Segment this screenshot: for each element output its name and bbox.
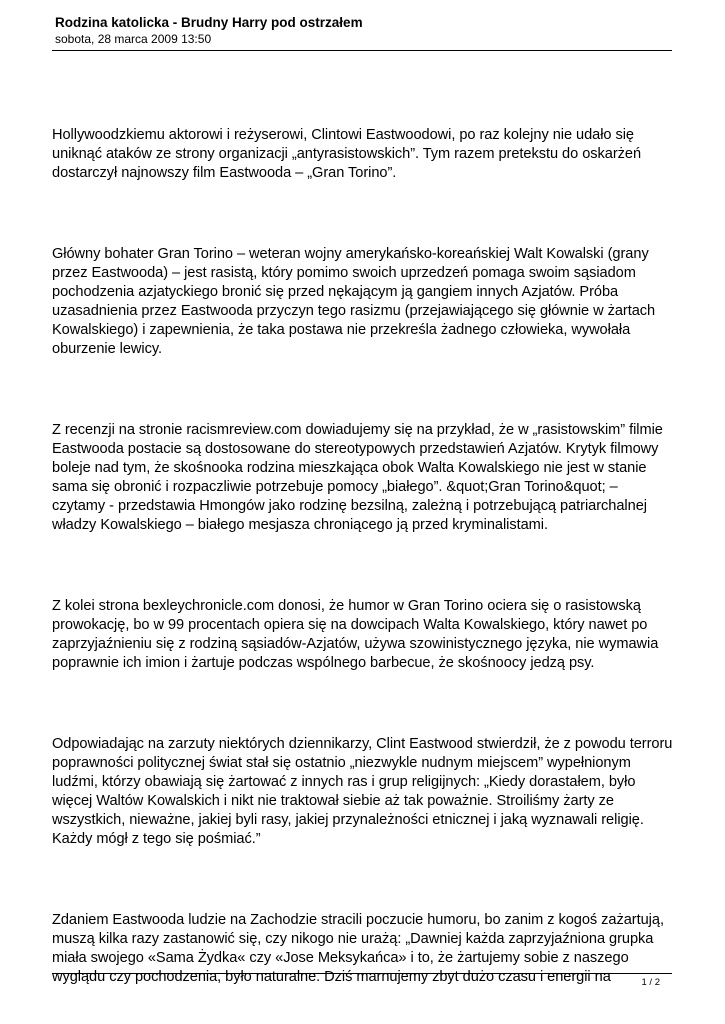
article-paragraph-1: Hollywoodzkiemu aktorowi i reżyserowi, Clintowi Eastwoodowi, po raz kolejny nie udało się uniknąć ataków ze strony organizacji „antyrasistowskich”. Tym razem pretekstu do oskarżeń dostarczył najnowszy film Eastwooda – „Gran Torino”. [52, 127, 642, 181]
page-title: Rodzina katolicka - Brudny Harry pod ostrzałem [55, 15, 363, 30]
publication-date: sobota, 28 marca 2009 13:50 [55, 32, 212, 46]
page-header [55, 15, 670, 47]
header-divider [52, 50, 672, 51]
article-paragraph-5: Odpowiadając na zarzuty niektórych dziennikarzy, Clint Eastwood stwierdził, że z powodu terroru poprawności politycznej świat stał się ostatnio „niezwykle nudnym miejscem” wypełnionym ludźmi, którzy obawiają się żartować z innych ras i grup religijnych: „Kiedy dorastałem, było więcej Waltów Kowalskich i nikt nie traktował siebie aż tak poważnie. Stroiliśmy żarty ze wszystkich, nieważne, jakiej byli rasy, jakiej przynależności etnicznej i jaką wyznawali religię. Każdy mógł z tego się pośmiać.” [52, 736, 673, 847]
article-paragraph-4: Z kolei strona bexleychronicle.com donosi, że humor w Gran Torino ociera się o rasistowską prowokację, bo w 99 procentach opiera się na dowcipach Walta Kowalskiego, który nawet po zaprzyjaźnieniu się z rodziną sąsiadów-Azjatów, używa szowinistycznego języka, nie wymawia poprawnie ich imion i żartuje podczas wspólnego barbecue, że skośnoocy jedzą psy. [52, 598, 659, 671]
footer-divider [52, 973, 672, 974]
article-paragraph-2: Główny bohater Gran Torino – weteran wojny amerykańsko-koreańskiej Walt Kowalski (grany przez Eastwooda) – jest rasistą, który pomimo swoich uprzedzeń pomaga swoim sąsiadom pochodzenia azjatyckiego bronić się przed nękającym ją gangiem innych Azjatów. Próba uzasadnienia przez Eastwooda przyczyn tego rasizmu (przejawiającego się głównie w żartach Kowalskiego) i zapewnienia, że taka postawa nie przekreśla żadnego człowieka, wywołała oburzenie lewicy. [52, 246, 656, 357]
article-paragraph-3: Z recenzji na stronie racismreview.com dowiadujemy się na przykład, że w „rasistowskim” filmie Eastwooda postacie są dostosowane do stereotypowych przedstawień Azjatów. Krytyk filmowy boleje nad tym, że skośnooka rodzina mieszkająca obok Walta Kowalskiego nie jest w stanie sama się obronić i rozpaczliwie potrzebuje pomocy „białego”. &quot;Gran Torino&quot; – czytamy - przedstawia Hmongów jako rodzinę bezsilną, zależną i potrzebującą patriarchalnej władzy Kowalskiego – białego mesjasza chroniącego ją przed kryminalistami. [52, 422, 663, 533]
article-paragraph-6: Zdaniem Eastwooda ludzie na Zachodzie stracili poczucie humoru, bo zanim z kogoś zażartują, muszą kilka razy zastanowić się, czy nikogo nie urażą: „Dawniej każda zaprzyjaźniona grupka miała swojego «Sama Żydka« czy «Jose Meksykańca» i to, że żartujemy sobie z naszego wyglądu czy pochodzenia, było naturalne. Dziś marnujemy zbyt dużo czasu i energii na [52, 912, 664, 985]
article-body [52, 126, 674, 987]
page-number: 1 / 2 [641, 977, 660, 988]
